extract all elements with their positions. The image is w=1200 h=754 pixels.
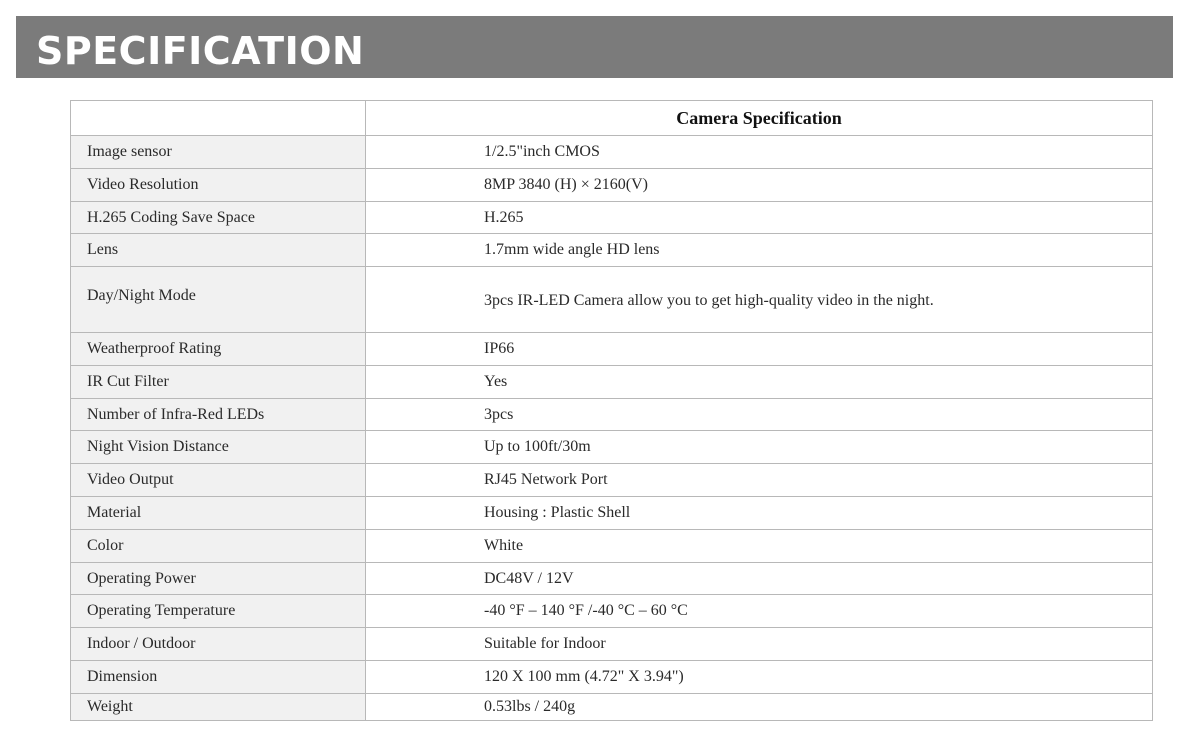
table-row — [71, 464, 1153, 497]
spec-value: Up to 100ft/30m — [366, 431, 1153, 464]
header-empty-cell — [71, 101, 366, 136]
specification-banner — [16, 16, 1173, 78]
spec-value: Yes — [366, 366, 1153, 399]
spec-value: Suitable for Indoor — [366, 628, 1153, 661]
table-row — [71, 136, 1153, 169]
table-row — [71, 497, 1153, 530]
spec-value: 3pcs — [366, 399, 1153, 431]
table-row — [71, 366, 1153, 399]
spec-label: Video Output — [71, 464, 366, 497]
spec-value: H.265 — [366, 202, 1153, 234]
table-header-row — [71, 101, 1153, 136]
table-row — [71, 595, 1153, 628]
table-row — [71, 563, 1153, 595]
spec-label: IR Cut Filter — [71, 366, 366, 399]
spec-value: 120 X 100 mm (4.72" X 3.94") — [366, 661, 1153, 694]
table-row — [71, 431, 1153, 464]
spec-label: Material — [71, 497, 366, 530]
table-row — [71, 399, 1153, 431]
spec-label: Number of Infra-Red LEDs — [71, 399, 366, 431]
spec-value: IP66 — [366, 333, 1153, 366]
table-row — [71, 267, 1153, 333]
spec-value: White — [366, 530, 1153, 563]
table-row — [71, 661, 1153, 694]
spec-label: Night Vision Distance — [71, 431, 366, 464]
spec-value: Housing : Plastic Shell — [366, 497, 1153, 530]
spec-label: Day/Night Mode — [71, 267, 366, 333]
table-row — [71, 234, 1153, 267]
spec-label: Video Resolution — [71, 169, 366, 202]
spec-label: Operating Power — [71, 563, 366, 595]
spec-label: Color — [71, 530, 366, 563]
table-row — [71, 628, 1153, 661]
spec-value: -40 °F – 140 °F /-40 °C – 60 °C — [366, 595, 1153, 628]
table-row — [71, 333, 1153, 366]
table-row — [71, 202, 1153, 234]
spec-value: 0.53lbs / 240g — [366, 694, 1153, 721]
spec-label: Dimension — [71, 661, 366, 694]
spec-table — [70, 100, 1153, 721]
spec-label: Operating Temperature — [71, 595, 366, 628]
spec-label: Lens — [71, 234, 366, 267]
table-heading: Camera Specification — [366, 101, 1153, 136]
spec-value: RJ45 Network Port — [366, 464, 1153, 497]
spec-value: DC48V / 12V — [366, 563, 1153, 595]
table-row — [71, 694, 1153, 721]
spec-label: Weatherproof Rating — [71, 333, 366, 366]
spec-value: 8MP 3840 (H) × 2160(V) — [366, 169, 1153, 202]
spec-label: Indoor / Outdoor — [71, 628, 366, 661]
spec-value: 1/2.5"inch CMOS — [366, 136, 1153, 169]
table-row — [71, 530, 1153, 563]
spec-value: 1.7mm wide angle HD lens — [366, 234, 1153, 267]
table-row — [71, 169, 1153, 202]
page-title: SPECIFICATION — [36, 29, 365, 73]
spec-label: Image sensor — [71, 136, 366, 169]
spec-label: H.265 Coding Save Space — [71, 202, 366, 234]
spec-value: 3pcs IR-LED Camera allow you to get high-quality video in the night. — [366, 267, 1153, 333]
spec-label: Weight — [71, 694, 366, 721]
